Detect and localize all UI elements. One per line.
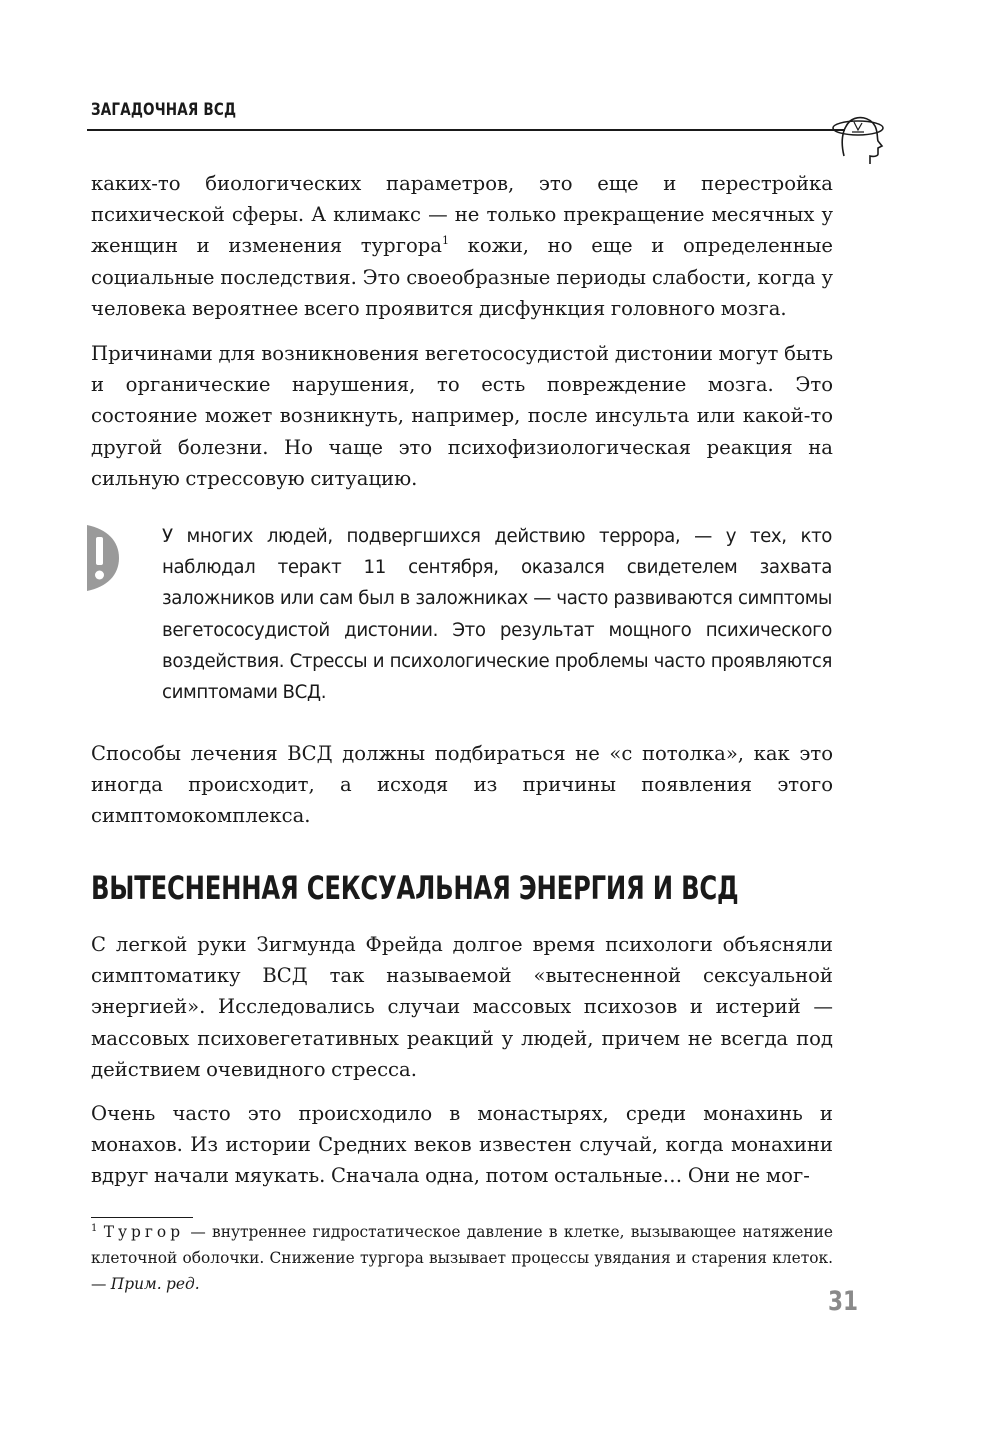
paragraph-2: Причинами для возникновения вегетососудистой дистонии могут быть и органические нарушения, то есть повреждение мозга. Это состояние может возникнуть, например, после инсульта или какой-то другой болезни. Но чаще это психофизиологическая реакция на сильную стрессовую ситуацию.: [91, 342, 833, 490]
head-with-orbit-icon: [828, 110, 886, 168]
footnote-attribution: Прим. ред.: [110, 1275, 200, 1293]
footnote-term: Тургор: [103, 1223, 185, 1241]
page-number: 31: [828, 1286, 859, 1317]
footnote-text: — внутреннее гидростатическое давление в клетке, вызывающее натяжение клеточной оболочки. Снижение тургора вызывает процессы увядания и старения клеток. —: [91, 1223, 833, 1293]
footnote: [91, 1219, 833, 1297]
header-rule: [87, 129, 845, 131]
exclamation-icon: [87, 525, 121, 591]
paragraph-1-text: каких-то биологических параметров, это еще и перестройка психической сферы. А климакс — не только прекращение месячных у женщин и изменения тургора: [91, 172, 833, 258]
note-text: У многих людей, подвергшихся действию террора, — у тех, кто наблюдал теракт 11 сентября, оказался свидетелем захвата заложников или сам был в заложниках — часто развиваются симптомы вегетососудистой дистонии. Это результат мощного психического воздействия. Стрессы и психологические проблемы часто проявляются симптомами ВСД.: [162, 526, 832, 704]
running-title: ЗАГАДОЧНАЯ ВСД: [91, 100, 237, 119]
paragraph-after-note: Способы лечения ВСД должны подбираться не «с потолка», как это иногда происходит, а исходя из причины появления этого симптомокомплекса.: [91, 742, 833, 828]
section-paragraph-2: Очень часто это происходило в монастырях, среди монахинь и монахов. Из истории Средних веков известен случай, когда монахини вдруг начали мяукать. Сначала одна, потом остальные… Они не мог-: [91, 1102, 833, 1188]
section-paragraph-1: С легкой руки Зигмунда Фрейда долгое время психологи объясняли симптоматику ВСД так называемой «вытесненной сексуальной энергией». Исследовались случаи массовых психозов и истерий — массовых психовегетативных реакций у людей, причем не всегда под действием очевидного стресса.: [91, 933, 833, 1081]
paragraph-1: [91, 168, 833, 324]
footnote-rule: [91, 1217, 193, 1218]
section-heading: ВЫТЕСНЕННАЯ СЕКСУАЛЬНАЯ ЭНЕРГИЯ И ВСД: [91, 869, 739, 907]
footnote-ref: 1: [441, 234, 449, 248]
paragraph-1-text-cont: кожи, но еще и определенные социальные последствия. Это своеобразные периоды слабости, когда у человека вероятнее всего проявится дисфункция головного мозга.: [91, 234, 833, 320]
footnote-mark: 1: [91, 1223, 98, 1234]
